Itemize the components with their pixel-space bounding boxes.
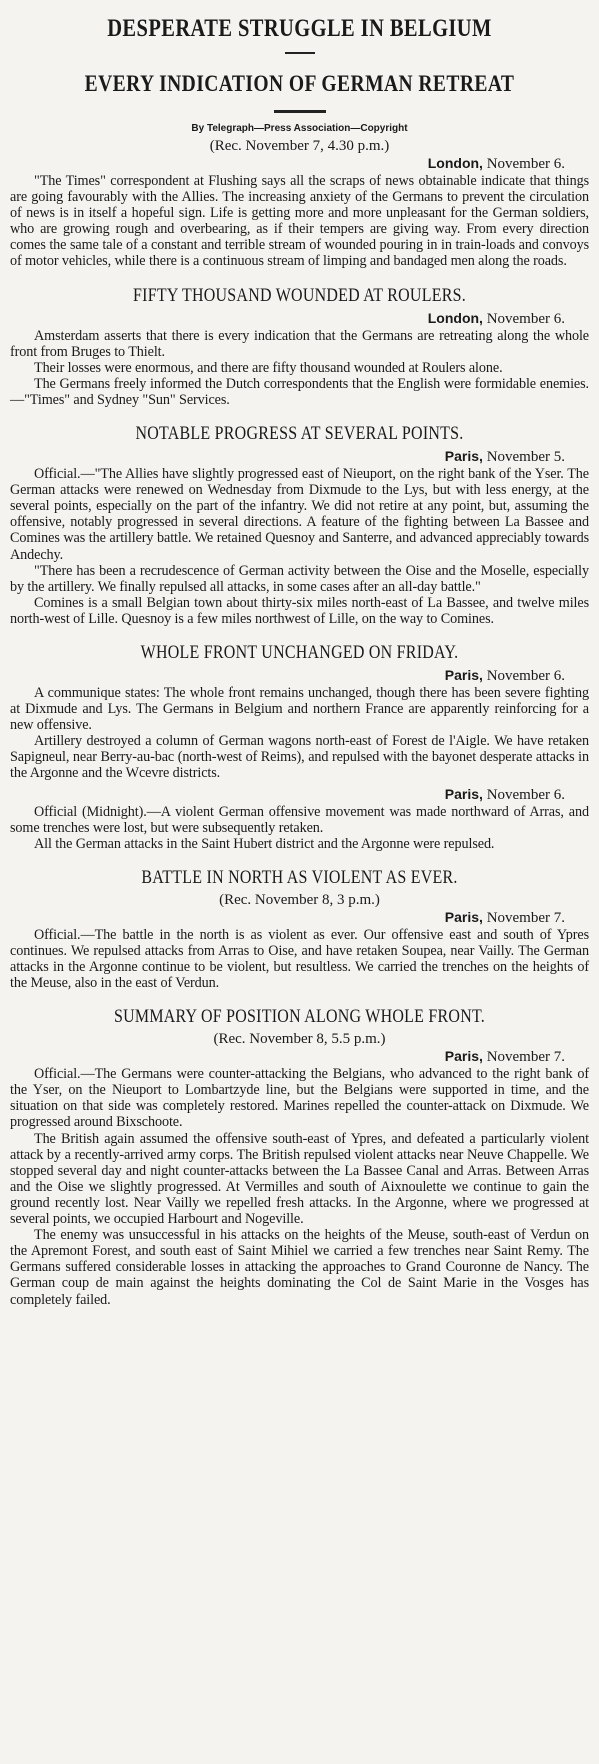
section-heading: SUMMARY OF POSITION ALONG WHOLE FRONT. xyxy=(113,1006,486,1028)
dateline-date: November 7. xyxy=(486,909,565,926)
article-paragraph: Artillery destroyed a column of German wagons north-east of Forest de l'Aigle. We have retaken Sapigneul, near Berry-au-bac (north-west of Reims), and repulsed with the bayonet desperate attacks in the Argonne and the Wcevre districts. xyxy=(10,733,589,782)
lead-article xyxy=(10,155,589,270)
section-spacer xyxy=(10,991,589,999)
dateline-place: Paris, xyxy=(444,666,483,683)
article-paragraph: A communique states: The whole front remains unchanged, though there has been severe fighting at Dixmude and Lys. The Germans in Belgium and northern France are apparently reinforcing for a new offensive. xyxy=(10,684,589,734)
article-paragraph: Comines is a small Belgian town about thirty-six miles north-east of La Bassee, and twelve miles north-west of Lille. Quesnoy is a few miles northwest of Lille, on the way to Comines. xyxy=(10,594,589,627)
section-heading: NOTABLE PROGRESS AT SEVERAL POINTS. xyxy=(135,423,464,445)
article-paragraph: Amsterdam asserts that there is every indication that the Germans are retreating along the whole front from Bruges to Thielt. xyxy=(10,327,589,360)
dateline xyxy=(10,786,565,804)
article-paragraph: Official (Midnight).—A violent German offensive movement was made northward of Arras, and some trenches were lost, but were subsequently retaken. xyxy=(10,803,589,836)
dateline-date: November 6. xyxy=(486,786,565,803)
dateline-place: London, xyxy=(427,155,483,171)
article-paragraph: Official.—The Germans were counter-attacking the Belgians, who advanced to the right bank of the Yser, on the Nieuport to Lombartzyde line, but the Belgians were supported in time, and the situation on that side was completely restored. Marines repelled the counter-attack on Dixmude. We progressed around Bixschoote. xyxy=(10,1066,589,1131)
dateline-place: Paris, xyxy=(444,908,483,925)
sub-headline: EVERY INDICATION OF GERMAN RETREAT xyxy=(84,71,515,96)
dateline-place: London, xyxy=(427,309,483,326)
section-spacer xyxy=(10,627,589,635)
article-paragraph: "There has been a recrudescence of German activity between the Oise and the Moselle, especially by the artillery. We finally repulsed all attacks, in some cases after an all-day battle." xyxy=(10,562,589,595)
dateline xyxy=(10,448,565,466)
article-paragraph: The Germans freely informed the Dutch correspondents that the English were formidable enemies.—"Times" and Sydney "Sun" Services. xyxy=(10,375,589,408)
dateline xyxy=(10,155,565,173)
sub-headline-rule xyxy=(274,110,326,113)
dateline-date: November 6. xyxy=(486,310,565,327)
article-paragraph: All the German attacks in the Saint Hubert district and the Argonne were repulsed. xyxy=(34,835,495,852)
dateline xyxy=(10,909,565,927)
dateline xyxy=(10,310,565,328)
dateline xyxy=(10,1048,565,1066)
received-time: (Rec. November 8, 5.5 p.m.) xyxy=(213,1031,386,1048)
dateline-place: Paris, xyxy=(444,448,483,465)
dateline-date: November 6. xyxy=(486,667,565,684)
section-heading: BATTLE IN NORTH AS VIOLENT AS EVER. xyxy=(141,866,458,888)
article-paragraph: The British again assumed the offensive south-east of Ypres, and defeated a particularly violent attack by a recently-arrived army corps. The British repulsed violent attacks near Neuve Chappelle. We stopped several day and night counter-attacks between the La Bassee Canal and Arras. Between Arras and the Oise we slightly progressed. At Vermilles and south of Aixnoulette we continue to gain the ground recently lost. Near Vailly we repelled fresh attacks. In the Argonne, where we progressed at several points, we occupied Harbourt and Nogeville. xyxy=(10,1130,589,1228)
dateline-date: November 7. xyxy=(486,1049,565,1066)
main-headline: DESPERATE STRUGGLE IN BELGIUM xyxy=(107,15,492,42)
section-spacer xyxy=(10,408,589,416)
headline-rule xyxy=(285,52,315,54)
section-spacer xyxy=(10,270,589,278)
section-heading: FIFTY THOUSAND WOUNDED AT ROULERS. xyxy=(133,284,466,306)
article-paragraph: "The Times" correspondent at Flushing says all the scraps of news obtainable indicate that things are going favourably with the Allies. The increasing anxiety of the Germans to prevent the circulation of news is in itself a hopeful sign. Life is getting more and more unpleasant for the German soldiers, who are growing rough and overbearing, as if their tempers are giving way. From every direction comes the same tale of a constant and terrible stream of wounded pouring in in train-loads and convoys of motor vehicles, while there is a continuous stream of limping and bandaged men along the roads. xyxy=(10,173,589,270)
article-paragraph: Official.—"The Allies have slightly progressed east of Nieuport, on the right bank of the Yser. The German attacks were renewed on Wednesday from Dixmude to the Lys, but with less energy, at the several points, especially on the part of the infantry. We did not retire at any point, but, assuming the offensive, notably progressed in several directions. A feature of the fighting between La Bassee and Comines was the artillery battle. We retained Quesnoy and Santerre, and advanced appreciably towards Andechy. xyxy=(10,466,589,563)
dateline xyxy=(10,667,565,685)
dateline-place: Paris, xyxy=(444,1048,483,1065)
dateline-place: Paris, xyxy=(444,785,483,802)
dateline-date: November 5. xyxy=(486,449,565,466)
article-sections xyxy=(10,270,589,1308)
section-spacer xyxy=(10,852,589,860)
article-paragraph: Official.—The battle in the north is as violent as ever. Our offensive east and south of Ypres continues. We repulsed attacks from Arras to Oise, and have retaken Soupea, near Vailly. The German attacks in the Argonne continue to be violent, but resultless. We carried the trenches on the heights of the Meuse, also in the east of Verdun. xyxy=(10,926,589,992)
received-time: (Rec. November 8, 3 p.m.) xyxy=(219,891,380,908)
article-paragraph: Their losses were enormous, and there are fifty thousand wounded at Roulers alone. xyxy=(34,359,503,376)
received-time: (Rec. November 7, 4.30 p.m.) xyxy=(209,138,390,154)
section-heading: WHOLE FRONT UNCHANGED ON FRIDAY. xyxy=(140,641,459,663)
byline: By Telegraph—Press Association—Copyright xyxy=(191,123,408,134)
dateline-date: November 6. xyxy=(486,156,565,172)
article-paragraph: The enemy was unsuccessful in his attacks on the heights of the Meuse, south-east of Verdun on the Apremont Forest, and south east of Saint Mihiel we carried a few trenches near Saint Remy. The Germans suffered considerable losses in attacking the approaches to Grand Couronne de Nancy. The German coup de main against the heights dominating the Col de Saint Marie in the Vosges has completely failed. xyxy=(10,1227,589,1308)
